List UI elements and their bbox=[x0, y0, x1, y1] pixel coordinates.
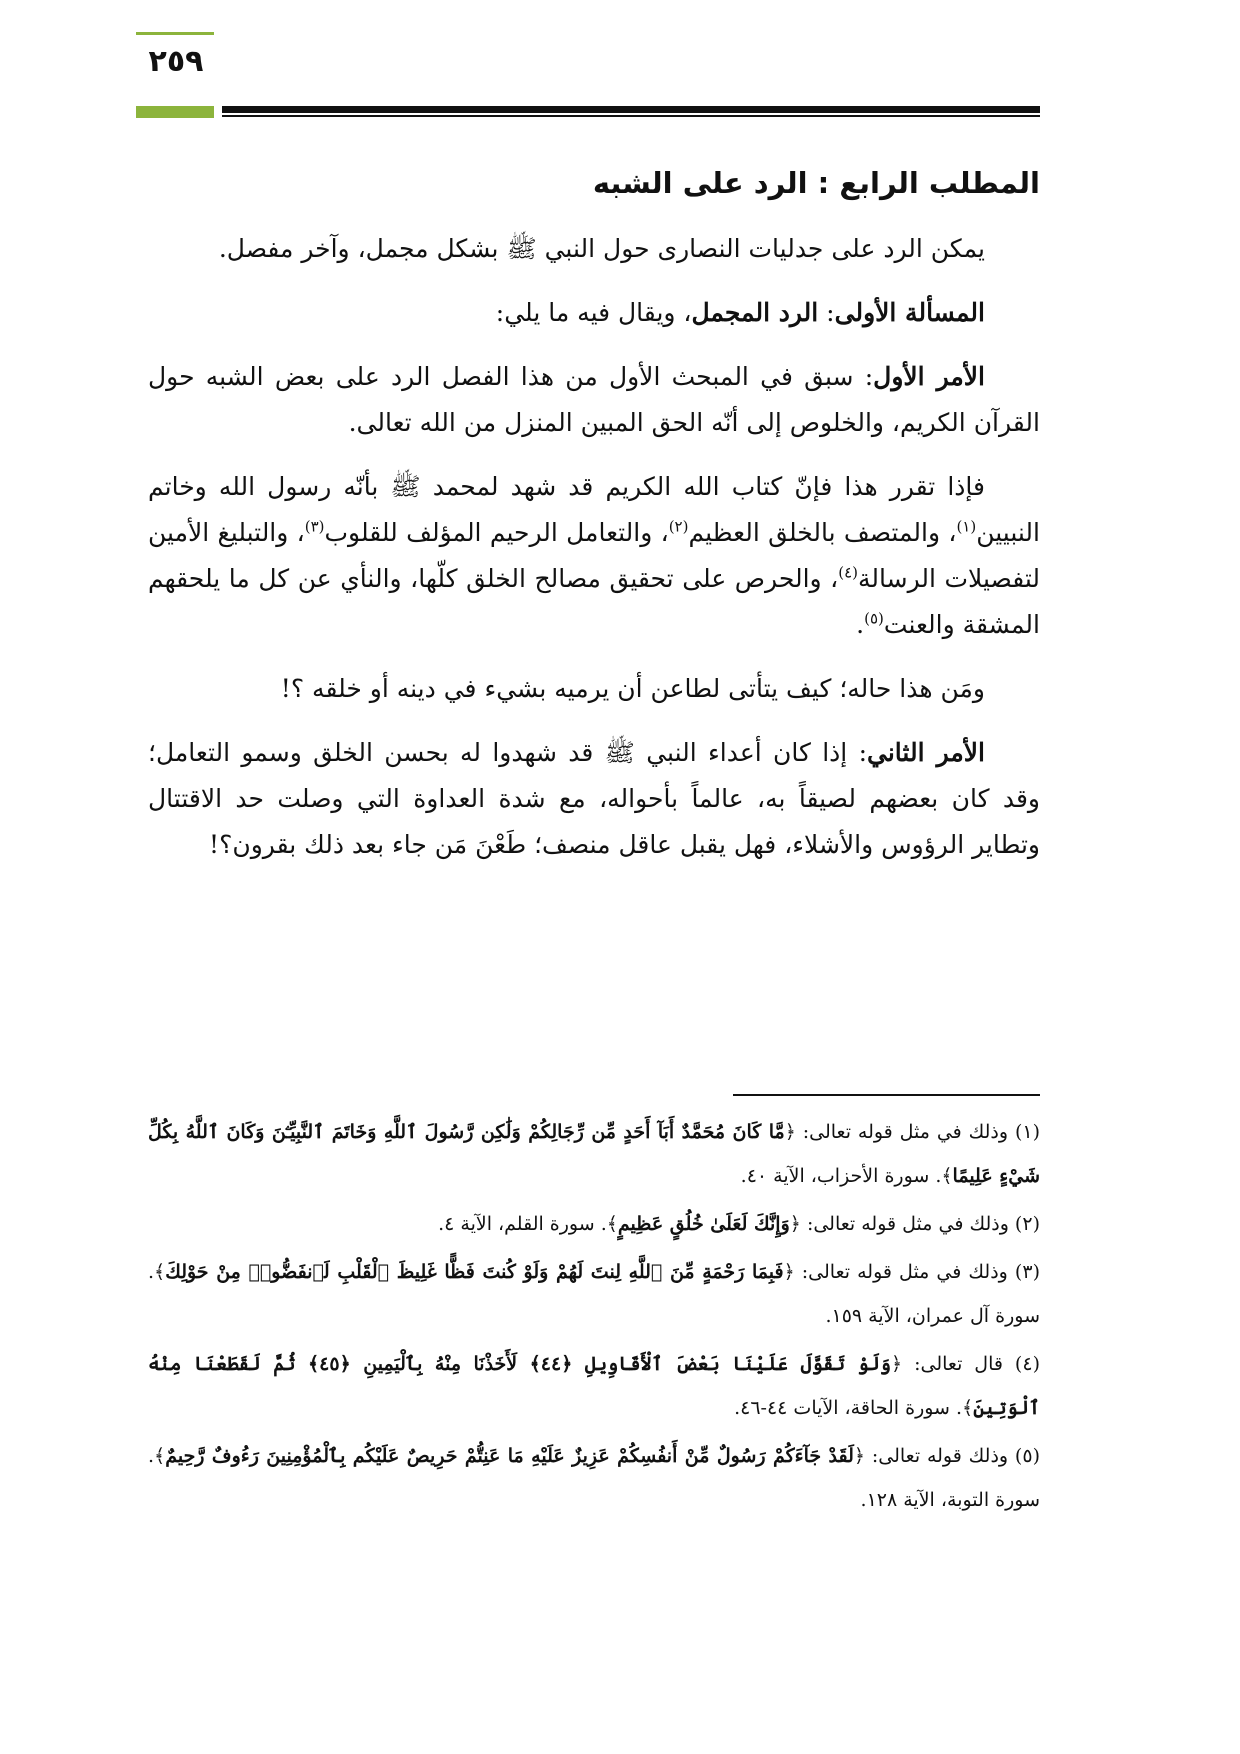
quran-verse: وَلَوْ تَقَوَّلَ عَلَيْنَا بَعْضَ ٱلْأَقَاوِيلِ ﴿٤٤﴾ لَأَخَذْنَا مِنْهُ بِٱلْيَمِينِ ﴿٤٥﴾ ثُمَّ لَقَطَعْنَا مِنْهُ ٱلْوَتِينَ bbox=[148, 1353, 1040, 1419]
paragraph-testimony bbox=[148, 464, 1040, 648]
footnote-4 bbox=[148, 1342, 1040, 1430]
paragraph-intro bbox=[148, 226, 1040, 272]
quran-verse: مَّا كَانَ مُحَمَّدٌ أَبَآ أَحَدٍ مِّن رِّجَالِكُمْ وَلَٰكِن رَّسُولَ ٱللَّهِ وَخَاتَمَ ٱلنَّبِيِّـۧنَ وَكَانَ ٱللَّهُ بِكُلِّ شَيْءٍ عَلِيمًا bbox=[148, 1121, 1040, 1187]
point-label: الأمر الأول bbox=[873, 362, 985, 391]
footnote-intro: (٤) قال تعالى: ﴿ bbox=[891, 1353, 1040, 1375]
paragraph-question bbox=[148, 666, 1040, 712]
footnote-source: ﴾. سورة القلم، الآية ٤. bbox=[438, 1213, 618, 1235]
footnote-source: ﴾. سورة التوبة، الآية ١٢٨. bbox=[148, 1445, 1040, 1511]
issue-label: المسألة الأولى bbox=[834, 298, 985, 327]
quran-verse: وَإِنَّكَ لَعَلَىٰ خُلُقٍ عَظِيمٍ bbox=[617, 1213, 790, 1235]
header-accent-top bbox=[136, 32, 214, 35]
paragraph-text: ومَن هذا حاله؛ كيف يتأتى لطاعن أن يرميه بشيء في دينه أو خلقه ؟! bbox=[280, 674, 985, 703]
issue-title: الرد المجمل bbox=[691, 298, 819, 327]
paragraph-text: . bbox=[856, 610, 865, 639]
paragraph-text: ، والتعامل الرحيم المؤلف للقلوب bbox=[324, 518, 669, 547]
paragraph-second-point bbox=[148, 730, 1040, 868]
page-number: ٢٥٩ bbox=[148, 44, 204, 79]
footnote-ref-1[interactable]: (١) bbox=[956, 517, 977, 536]
footnotes bbox=[148, 1110, 1040, 1526]
header-rule-thin bbox=[222, 115, 1040, 117]
paragraph-text: ، والمتصف بالخلق العظيم bbox=[688, 518, 957, 547]
footnote-5 bbox=[148, 1434, 1040, 1522]
paragraph-text: : إذا كان أعداء النبي ﷺ قد شهدوا له بحسن الخلق وسمو التعامل؛ وقد كان بعضهم لصيقاً به، عالماً بأحواله، مع شدة العداوة التي وصلت حد الاقتتال وتطاير الرؤوس والأشلاء، فهل يقبل عاقل منصف؛ طَعْنَ مَن جاء بعد ذلك بقرون؟! bbox=[148, 738, 1040, 859]
quran-verse: لَقَدْ جَآءَكُمْ رَسُولٌ مِّنْ أَنفُسِكُمْ عَزِيزٌ عَلَيْهِ مَا عَنِتُّمْ حَرِيصٌ عَلَيْكُم بِٱلْمُؤْمِنِينَ رَءُوفٌ رَّحِيمٌ bbox=[165, 1445, 854, 1467]
paragraph-text: ، والحرص على تحقيق مصالح الخلق كلّها، والنأي عن كل ما يلحقهم المشقة والعنت bbox=[148, 564, 1040, 639]
main-content bbox=[148, 160, 1040, 886]
paragraph-text: ، والتبليغ الأمين لتفصيلات الرسالة bbox=[148, 518, 1041, 593]
footnote-intro: (٢) وذلك في مثل قوله تعالى: ﴿ bbox=[789, 1213, 1040, 1235]
footnote-source: ﴾. سورة آل عمران، الآية ١٥٩. bbox=[148, 1261, 1040, 1327]
footnote-ref-4[interactable]: (٤) bbox=[838, 563, 859, 582]
footnote-1 bbox=[148, 1110, 1040, 1198]
section-heading: المطلب الرابع : الرد على الشبه bbox=[592, 166, 1040, 200]
paragraph-text: فإذا تقرر هذا فإنّ كتاب الله الكريم قد شهد لمحمد ﷺ بأنّه رسول الله وخاتم النبيين bbox=[148, 472, 1040, 547]
footnote-ref-5[interactable]: (٥) bbox=[864, 609, 884, 628]
point-label: الأمر الثاني bbox=[867, 738, 985, 767]
separator: : bbox=[818, 298, 835, 327]
paragraph-text: يمكن الرد على جدليات النصارى حول النبي ﷺ بشكل مجمل، وآخر مفصل. bbox=[218, 234, 985, 263]
footnote-ref-3[interactable]: (٣) bbox=[304, 517, 325, 536]
footnote-intro: (٣) وذلك في مثل قوله تعالى: ﴿ bbox=[783, 1261, 1040, 1283]
paragraph-text: ، ويقال فيه ما يلي: bbox=[495, 298, 692, 327]
footnote-source: ﴾. سورة الحاقة، الآيات ٤٤-٤٦. bbox=[734, 1397, 974, 1419]
quran-verse: فَبِمَا رَحْمَةٍ مِّنَ ٱللَّهِ لِنتَ لَهُمْ وَلَوْ كُنتَ فَظًّا غَلِيظَ ٱلْقَلْبِ لَٱنفَضُّوا۟ مِنْ حَوْلِكَ bbox=[165, 1261, 784, 1283]
header-accent-bar bbox=[136, 106, 214, 118]
footnote-2 bbox=[148, 1202, 1040, 1246]
paragraph-first-issue bbox=[148, 290, 1040, 336]
footnote-intro: (١) وذلك في مثل قوله تعالى: ﴿ bbox=[784, 1121, 1040, 1143]
footnote-intro: (٥) وذلك قوله تعالى: ﴿ bbox=[853, 1445, 1040, 1467]
header-rule bbox=[222, 106, 1040, 113]
footnote-source: ﴾. سورة الأحزاب، الآية ٤٠. bbox=[740, 1165, 953, 1187]
paragraph-text: : سبق في المبحث الأول من هذا الفصل الرد على بعض الشبه حول القرآن الكريم، والخلوص إلى أنّه الحق المبين المنزل من الله تعالى. bbox=[148, 362, 1040, 437]
paragraph-first-point bbox=[148, 354, 1040, 446]
footnote-3 bbox=[148, 1250, 1040, 1338]
footnote-ref-2[interactable]: (٢) bbox=[668, 517, 689, 536]
footnote-separator bbox=[733, 1094, 1040, 1096]
